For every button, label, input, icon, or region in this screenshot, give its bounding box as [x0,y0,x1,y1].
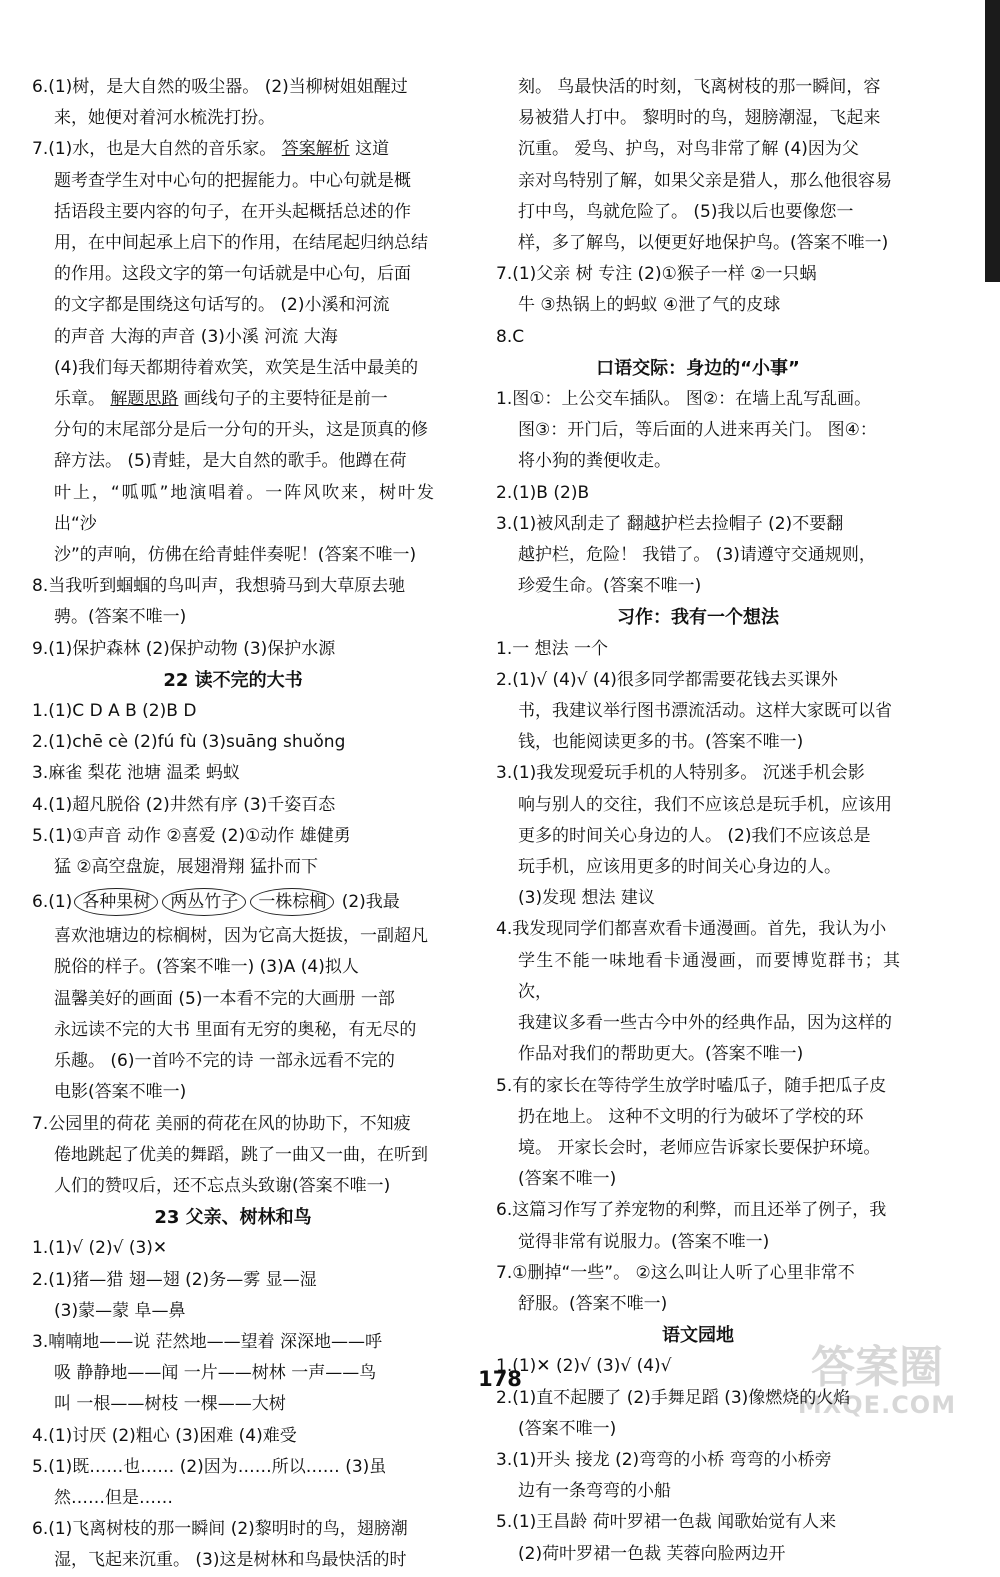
lesson-title: 23 父亲、树林和鸟 [154,1207,312,1229]
answer-line: 舒服。(答案不唯一) [518,1293,668,1314]
answer-line: 6.这篇习作写了养宠物的利弊，而且还举了例子，我 [496,1200,887,1221]
answer-line: 样，多了解鸟，以便更好地保护鸟。(答案不唯一) [518,233,889,254]
watermark-text: 答案圈 [811,1342,943,1393]
answer-line: 2.(1)chē cè (2)fú fù (3)suāng shuǒng [32,732,346,753]
answer-line: 将小狗的粪便收走。 [518,451,671,472]
answer-line: 3.喃喃地——说 茫然地——望着 深深地——呼 [32,1331,383,1352]
circled-answer: 各种果树 [74,888,158,916]
answer-line: (3)蒙—蒙 阜—鼻 [54,1300,186,1321]
answer-line: 括语段主要内容的句子，在开头起概括总述的作 [54,201,411,222]
answer-line: 亲对鸟特别了解，如果父亲是猎人，那么他很容易 [518,170,892,191]
answer-line: 作品对我们的帮助更大。(答案不唯一) [518,1044,804,1065]
answer-line: 8.C [496,326,525,347]
watermark-domain: MXQE.COM [797,1391,957,1419]
answer-line: 我建议多看一些古今中外的经典作品，因为这样的 [518,1013,892,1034]
answer-line: 5.(1)①声音 动作 ②喜爱 (2)①动作 雄健勇 [32,825,351,846]
answer-line: 来，她便对着河水梳洗打扮。 [54,108,275,129]
answer-line: 觉得非常有说服力。(答案不唯一) [518,1231,770,1252]
answer-line: 8.当我听到蝈蝈的鸟叫声，我想骑马到大草原去驰 [32,576,406,597]
answer-line: 题考查学生对中心句的把握能力。中心句就是概 [54,170,411,191]
answer-line: 玩手机，应该用更多的时间关心身边的人。 [518,857,841,878]
answer-line: 1.(1)✕ (2)√ (3)√ (4)√ [496,1356,672,1377]
answer-line: 1.图①：上公交车插队。 图②：在墙上乱写乱画。 [496,389,872,410]
answer-line: 响与别人的交往，我们不应该总是玩手机，应该用 [518,794,892,815]
answer-text: (2)我最 [336,892,400,913]
answer-line: 学生不能一味地看卡通漫画，而要博览群书；其次， [518,950,900,1002]
answer-text: 画线句子的主要特征是前一 [178,389,388,410]
answer-line: 用，在中间起承上启下的作用，在结尾起归纳总结 [54,233,428,254]
answer-line: 然……但是…… [54,1487,173,1508]
watermark-logo [792,1344,962,1418]
answer-line: 倦地跳起了优美的舞蹈，跳了一曲又一曲，在听到 [54,1144,428,1165]
answer-line: 越护栏，危险！ 我错了。 (3)请遵守交通规则， [518,545,876,566]
answer-line: 4.(1)讨厌 (2)粗心 (3)困难 (4)难受 [32,1425,297,1446]
answer-line: 珍爱生命。(答案不唯一) [518,576,702,597]
answer-line: 7.①删掉“一些”。 ②这么叫让人听了心里非常不 [496,1262,855,1283]
answer-line: 骋。(答案不唯一) [54,607,187,628]
answer-line: 3.(1)开头 接龙 (2)弯弯的小桥 弯弯的小桥旁 [496,1449,832,1470]
answer-line: 1.一 想法 一个 [496,638,609,659]
lesson-title: 22 读不完的大书 [163,669,303,691]
page-number: 178 [478,1367,522,1391]
answer-text: 乐章。 [54,389,111,410]
answer-line [32,134,434,165]
answer-line: 的作用。这段文字的第一句话就是中心句，后面 [54,264,411,285]
answer-line: 永远读不完的大书 里面有无穷的奥秘，有无尽的 [54,1019,417,1040]
answer-line: 2.(1)B (2)B [496,482,590,503]
answer-line: 6.(1)飞离树枝的那一瞬间 (2)黎明时的鸟，翅膀潮 [32,1519,408,1540]
answer-line: 钱，也能阅读更多的书。(答案不唯一) [518,732,804,753]
answer-line: 7.公园里的荷花 美丽的荷花在风的协助下，不知疲 [32,1113,411,1134]
answer-line: 人们的赞叹后，还不忘点头致谢(答案不唯一) [54,1175,391,1196]
answer-line [32,883,434,921]
answer-line: 刻。 鸟最快活的时刻，飞离树枝的那一瞬间，容 [518,77,881,97]
answer-line: 的声音 大海的声音 (3)小溪 河流 大海 [54,326,338,347]
answer-line: 湿，飞起来沉重。 (3)这是树林和鸟最快活的时 [54,1550,407,1571]
answer-line: (4)我们每天都期待着欢笑，欢笑是生活中最美的 [54,357,419,378]
solution-idea-tag: 解题思路 [110,389,179,410]
answer-line: 沙”的声响，仿佛在给青蛙伴奏呢！(答案不唯一) [54,545,417,566]
answer-line: 更多的时间关心身边的人。 (2)我们不应该总是 [518,825,871,846]
circled-answer: 一株棕榈 [250,888,334,916]
answer-line: 5.有的家长在等待学生放学时嗑瓜子，随手把瓜子皮 [496,1075,887,1096]
answer-line: (3)发现 想法 建议 [518,888,655,909]
answer-line: 辞方法。 (5)青蛙，是大自然的歌手。他蹲在荷 [54,451,407,472]
left-column [32,72,434,1577]
answer-line: 境。 开家长会时，老师应告诉家长要保护环境。 [518,1137,881,1158]
answer-line: 边有一条弯弯的小船 [518,1481,671,1502]
answer-line: 猛 ②高空盘旋，展翅滑翔 猛扑而下 [54,857,319,878]
answer-line: 书，我建议举行图书漂流活动。这样大家既可以省 [518,701,892,722]
section-title: 口语交际：身边的“小事” [596,357,800,379]
answer-line: 分句的末尾部分是后一分句的开头，这是顶真的修 [54,420,428,441]
answer-line: (答案不唯一) [518,1418,617,1439]
answer-line: 乐趣。 (6)一首吟不完的诗 一部永远看不完的 [54,1051,395,1072]
answer-line: 2.(1)猪—猎 翅—翅 (2)务—雾 显—湿 [32,1269,317,1290]
answer-line: 3.(1)我发现爱玩手机的人特别多。 沉迷手机会影 [496,763,865,784]
scan-dark-edge [985,0,1000,282]
answer-line: 温馨美好的画面 (5)一本看不完的大画册 一部 [54,988,395,1009]
answer-line: 2.(1)直不起腰了 (2)手舞足蹈 (3)像燃烧的火焰 [496,1387,851,1408]
answer-line: 9.(1)保护森林 (2)保护动物 (3)保护水源 [32,638,336,659]
answer-line: 易被猎人打中。 黎明时的鸟，翅膀潮湿，飞起来 [518,108,881,129]
answer-line: 的文字都是围绕这句话写的。 (2)小溪和河流 [54,295,390,316]
circled-answer: 两丛竹子 [162,888,246,916]
answer-line: 2.(1)√ (4)√ (4)很多同学都需要花钱去买课外 [496,669,838,690]
answer-line: 喜欢池塘边的棕榈树，因为它高大挺拔，一副超凡 [54,926,428,947]
answer-line: 电影(答案不唯一) [54,1082,187,1103]
answer-text: 这道 [349,139,390,160]
answer-line: 沉重。 爱鸟、护鸟，对鸟非常了解 (4)因为父 [518,139,859,160]
answer-line: 3.(1)被风刮走了 翻越护栏去捡帽子 (2)不要翻 [496,513,844,534]
answer-analysis-tag: 答案解析 [281,139,350,160]
answer-text: 6.(1) [32,892,73,913]
answer-line: 6.(1)树，是大自然的吸尘器。 (2)当柳树姐姐醒过 [32,77,408,97]
section-title: 语文园地 [662,1325,734,1347]
answer-line: 7.(1)父亲 树 专注 (2)①猴子一样 ②一只蜗 [496,264,817,285]
answer-line: 5.(1)王昌龄 荷叶罗裙一色裁 闻歌始觉有人来 [496,1512,837,1533]
answer-line: 5.(1)既……也…… (2)因为……所以…… (3)虽 [32,1456,387,1477]
answer-line: 3.麻雀 梨花 池塘 温柔 蚂蚁 [32,763,240,784]
answer-line: 1.(1)C D A B (2)B D [32,701,197,722]
answer-line: 脱俗的样子。(答案不唯一) (3)A (4)拟人 [54,957,359,978]
answer-line: 图③：开门后，等后面的人进来再关门。 图④： [518,420,877,441]
answer-line: 4.(1)超凡脱俗 (2)井然有序 (3)千姿百态 [32,794,336,815]
answer-line: 吸 静静地——闻 一片——树林 一声——鸟 [54,1363,377,1384]
answer-line: 叶上，“呱呱”地演唱着。一阵风吹来，树叶发出“沙 [54,482,434,534]
answer-line [32,384,434,415]
answer-line: 1.(1)√ (2)√ (3)✕ [32,1238,168,1259]
answer-line: 叫 一根——树枝 一棵——大树 [54,1394,286,1415]
answer-line: 4.我发现同学们都喜欢看卡通漫画。首先，我认为小 [496,919,887,940]
answer-line: 扔在地上。 这种不文明的行为破坏了学校的环 [518,1106,864,1127]
section-title: 习作：我有一个想法 [617,607,779,629]
answer-line: 牛 ③热锅上的蚂蚁 ④泄了气的皮球 [518,295,781,316]
answer-line: (2)荷叶罗裙一色裁 芙蓉向脸两边开 [518,1543,786,1564]
answer-text: 7.(1)水，也是大自然的音乐家。 [32,139,277,160]
answer-line: 打中鸟，鸟就危险了。 (5)我以后也要像您一 [518,201,854,222]
answer-line: (答案不唯一) [518,1169,617,1190]
